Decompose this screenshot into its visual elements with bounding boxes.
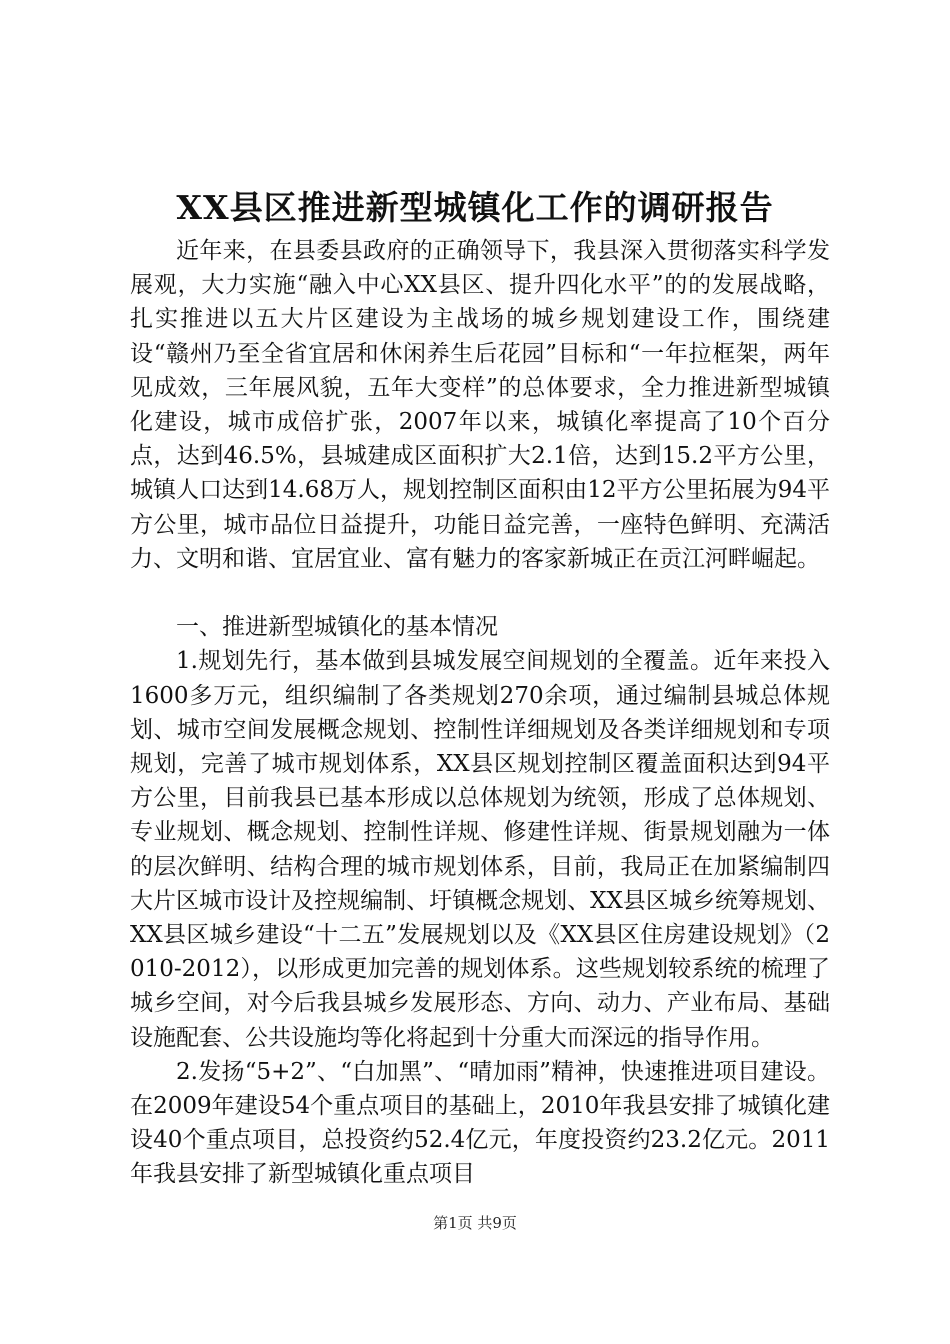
document-body: [130, 234, 830, 1192]
item-2-paragraph: 2.发扬“5+2”、“白加黑”、“晴加雨”精神，快速推进项目建设。在2009年建设54个重点项目的基础上，2010年我县安排了城镇化建设40个重点项目，总投资约52.4亿元，年度投资约23.2亿元。2011年我县安排了新型城镇化重点项目: [130, 1058, 830, 1188]
item-1-paragraph: 1.规划先行，基本做到县城发展空间规划的全覆盖。近年来投入1600多万元，组织编制了各类规划270余项，通过编制县城总体规划、城市空间发展概念规划、控制性详细规划及各类详细规划和专项规划，完善了城市规划体系，XX县区规划控制区覆盖面积达到94平方公里，目前我县已基本形成以总体规划为统领，形成了总体规划、专业规划、概念规划、控制性详规、修建性详规、街景规划融为一体的层次鲜明、结构合理的城市规划体系，目前，我局正在加紧编制四大片区城市设计及控规编制、圩镇概念规划、XX县区城乡统筹规划、XX县区城乡建设“十二五”发展规划以及《XX县区住房建设规划》（2010-2012），以形成更加完善的规划体系。这些规划较系统的梳理了城乡空间，对今后我县城乡发展形态、方向、动力、产业布局、基础设施配套、公共设施均等化将起到十分重大而深远的指导作用。: [130, 648, 830, 1051]
intro-paragraph: 近年来，在县委县政府的正确领导下，我县深入贯彻落实科学发展观，大力实施“融入中心XX县区、提升四化水平”的的发展战略，扎实推进以五大片区建设为主战场的城乡规划建设工作，围绕建设“赣州乃至全省宜居和休闲养生后花园”目标和“一年拉框架，两年见成效，三年展风貌，五年大变样”的总体要求，全力推进新型城镇化建设，城市成倍扩张，2007年以来，城镇化率提高了10个百分点，达到46.5%，县城建成区面积扩大2.1倍，达到15.2平方公里，城镇人口达到14.68万人，规划控制区面积由12平方公里拓展为94平方公里，城市品位日益提升，功能日益完善，一座特色鲜明、充满活力、文明和谐、宜居宜业、富有魅力的客家新城正在贡江河畔崛起。: [130, 238, 830, 572]
section-heading: 一、推进新型城镇化的基本情况: [176, 614, 498, 641]
document-title: XX县区推进新型城镇化工作的调研报告: [176, 188, 774, 227]
paragraph-spacer: [130, 576, 830, 610]
page-number-footer: 第1页 共9页: [433, 1214, 517, 1232]
